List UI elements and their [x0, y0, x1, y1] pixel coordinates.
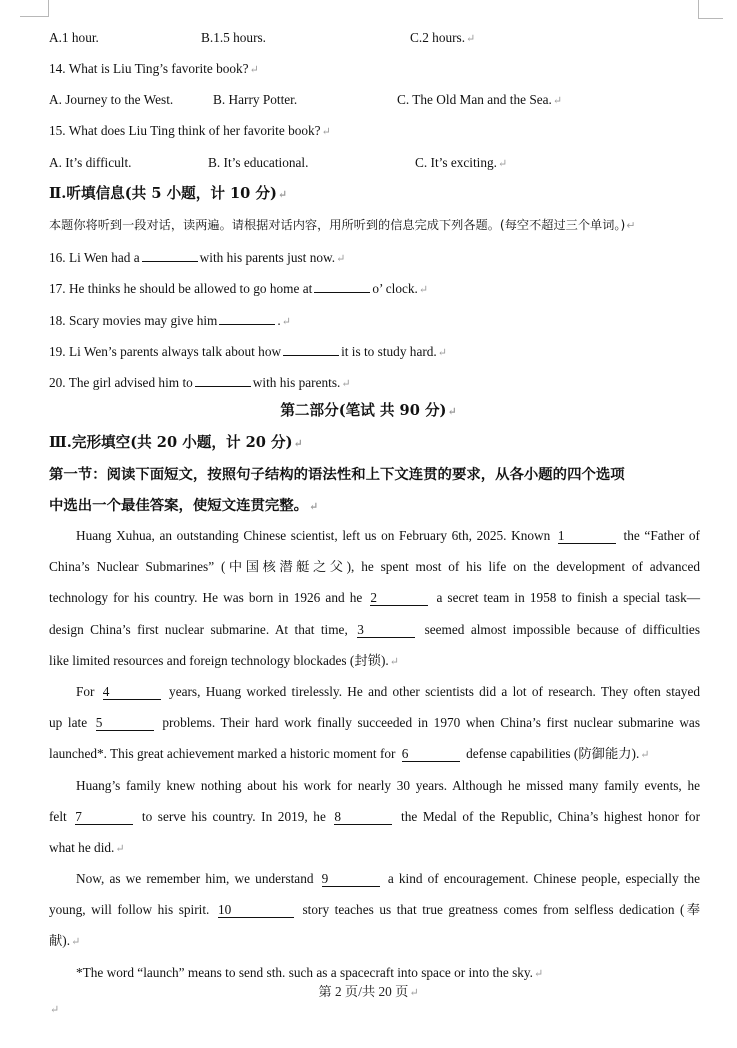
section-2-heading: Ⅱ.听填信息(共 5 小题，计 10 分)↵ — [49, 185, 288, 202]
q14-option-c: C. The Old Man and the Sea.↵ — [397, 92, 563, 107]
cloze-blank-10[interactable]: 10 — [218, 902, 294, 918]
cloze-blank-9[interactable]: 9 — [322, 871, 380, 887]
answer-blank[interactable] — [219, 310, 275, 325]
passage-line: young, will follow his spirit. 10 story teaches us that true greatness comes from selfless dedication (奉 — [49, 902, 700, 918]
q15-question: 15. What does Liu Ting think of her favorite book?↵ — [49, 123, 331, 138]
q15-option-b: B. It’s educational. — [208, 155, 309, 170]
cloze-blank-3[interactable]: 3 — [357, 622, 415, 638]
q16-item: 16. Li Wen had a with his parents just now.↵ — [49, 247, 345, 268]
crop-mark-top-left — [20, 0, 49, 17]
section-3-instruction-line-1: 第一节：阅读下面短文，按照句子结构的语法性和上下文连贯的要求，从各小题的四个选项 — [49, 466, 625, 483]
cloze-blank-1[interactable]: 1 — [558, 528, 616, 544]
cloze-blank-7[interactable]: 7 — [75, 809, 133, 825]
q13-option-c: C.2 hours.↵ — [410, 30, 476, 45]
q15-option-a: A. It’s difficult. — [49, 155, 132, 170]
q13-option-b: B.1.5 hours. — [201, 30, 267, 45]
cloze-blank-8[interactable]: 8 — [334, 809, 392, 825]
passage-line: Huang Xuhua, an outstanding Chinese scientist, left us on February 6th, 2025. Known 1 the “Father of — [76, 528, 700, 543]
answer-blank[interactable] — [314, 278, 370, 293]
section-3-instruction-line-2: 中选出一个最佳答案，使短文连贯完整。↵ — [49, 497, 319, 514]
page-footer: 第 2 页/共 20 页↵ — [318, 984, 419, 999]
passage-line: launched*. This great achievement marked a historic moment for 6 defense capabilities (防御能力).↵ — [49, 746, 650, 762]
q14-question: 14. What is Liu Ting’s favorite book?↵ — [49, 61, 259, 76]
cloze-blank-4[interactable]: 4 — [103, 684, 161, 700]
passage-line: what he did.↵ — [49, 839, 125, 855]
cloze-blank-2[interactable]: 2 — [370, 590, 428, 606]
q20-item: 20. The girl advised him to with his parents.↵ — [49, 372, 351, 393]
passage-line: up late 5 problems. Their hard work finally succeeded in 1970 when China’s first nuclear submarine was — [49, 715, 700, 731]
answer-blank[interactable] — [142, 247, 198, 262]
q19-item: 19. Li Wen’s parents always talk about how it is to study hard.↵ — [49, 341, 447, 362]
passage-line: 献).↵ — [49, 933, 81, 949]
passage-footnote: *The word “launch” means to send sth. such as a spacecraft into space or into the sky.↵ — [76, 964, 544, 980]
passage-line: felt 7 to serve his country. In 2019, he 8 the Medal of the Republic, China’s highest honor for — [49, 808, 701, 824]
cloze-passage — [49, 520, 700, 988]
q15-option-c: C. It’s exciting.↵ — [415, 155, 508, 170]
passage-line: technology for his country. He was born in 1926 and he 2 a secret team in 1958 to finish a special task— — [49, 590, 701, 606]
answer-blank[interactable] — [195, 372, 251, 387]
answer-blank[interactable] — [283, 341, 339, 356]
passage-line: For 4 years, Huang worked tirelessly. He and other scientists did a lot of research. They often stayed — [76, 683, 701, 699]
q18-item: 18. Scary movies may give him .↵ — [49, 310, 291, 331]
passage-line: Now, as we remember him, we understand 9 a kind of encouragement. Chinese people, especially the — [76, 871, 701, 887]
q13-option-a: A.1 hour. — [49, 30, 99, 45]
q14-option-b: B. Harry Potter. — [213, 92, 298, 107]
passage-line: Huang’s family knew nothing about his work for nearly 30 years. Although he missed many family events, he — [76, 777, 700, 793]
q14-option-a: A. Journey to the West. — [49, 92, 174, 107]
section-2-instruction: 本题你将听到一段对话，读两遍。请根据对话内容，用所听到的信息完成下列各题。(每空不超过三个单词。)↵ — [49, 218, 636, 232]
passage-line: design China’s first nuclear submarine. At that time, 3 seemed almost impossible because of difficulties — [49, 621, 700, 637]
passage-line: like limited resources and foreign technology blockades (封锁).↵ — [49, 652, 399, 668]
cloze-blank-6[interactable]: 6 — [402, 746, 460, 762]
section-3-heading: Ⅲ.完形填空(共 20 小题，计 20 分)↵ — [49, 434, 303, 451]
passage-line: China’s Nuclear Submarines” (中国核潜艇之父), he spent most of his life on the development of advanced — [49, 559, 700, 575]
q17-item: 17. He thinks he should be allowed to go home at o’ clock.↵ — [49, 278, 428, 299]
part-2-title: 第二部分(笔试 共 90 分)↵ — [280, 402, 457, 419]
cloze-blank-5[interactable]: 5 — [96, 715, 154, 731]
crop-mark-top-right — [698, 0, 723, 19]
trailing-paragraph-mark: ↵ — [50, 1004, 60, 1016]
